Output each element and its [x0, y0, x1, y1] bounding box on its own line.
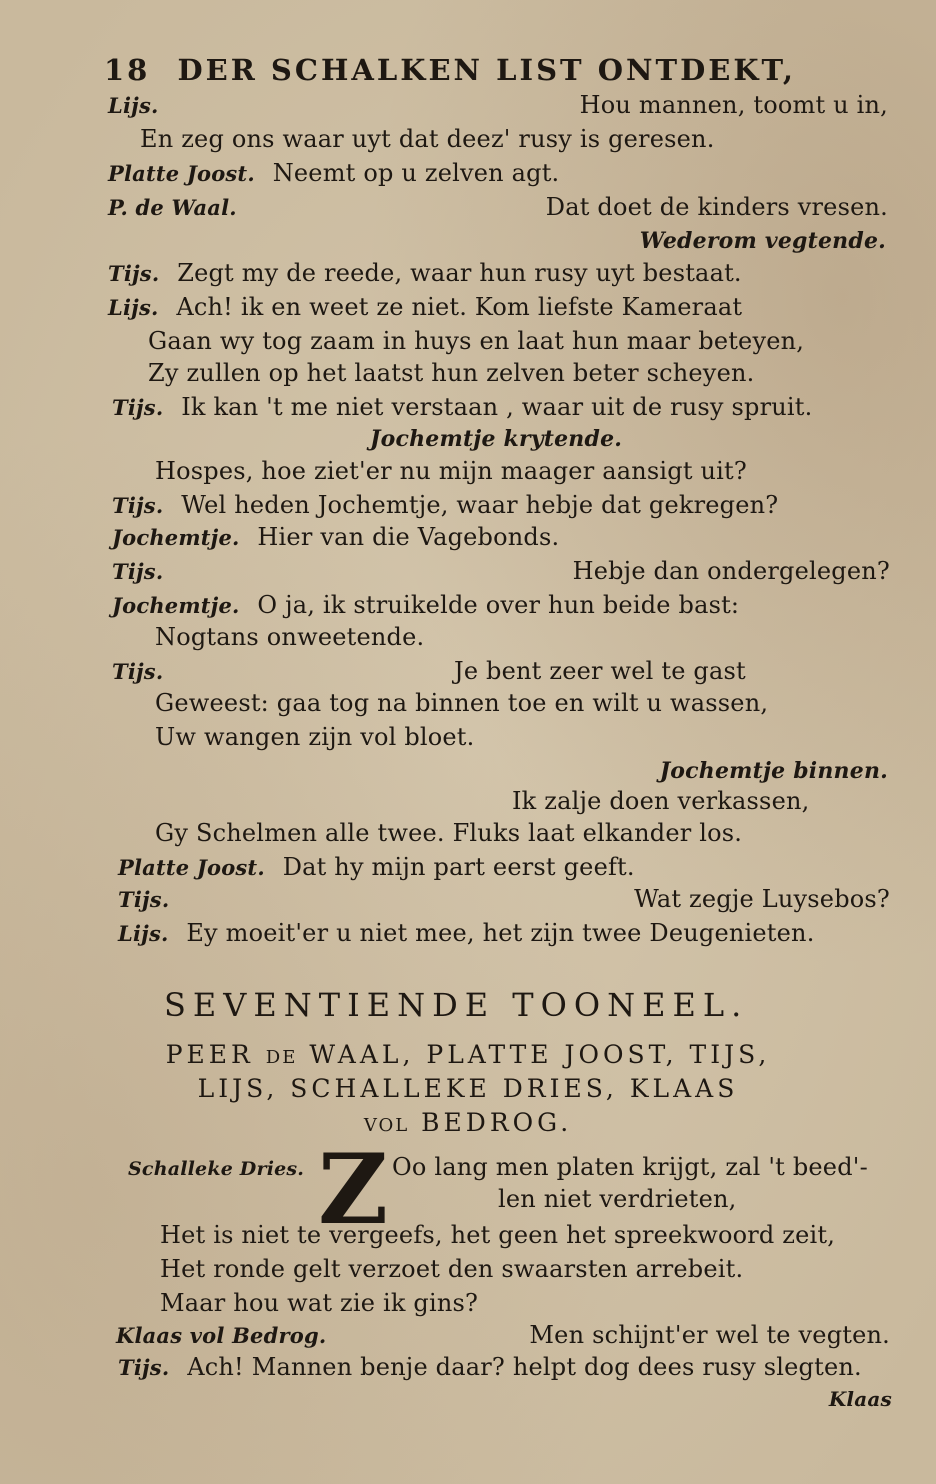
dialogue-line: len niet verdrieten, [498, 1185, 737, 1213]
scene-title: SEVENTIENDE TOONEEL. [164, 986, 749, 1024]
cast-particle: DE [265, 1047, 298, 1068]
dialogue-line [155, 688, 768, 718]
dialogue-line [108, 90, 888, 121]
speaker-name: Tijs. [118, 887, 170, 912]
verse-text: Gaan wy tog zaam in huys en laat hun maar beteyen, [148, 327, 805, 355]
dialogue-line [118, 1352, 862, 1383]
verse-text: Hou mannen, toomt u in, [579, 91, 888, 119]
dialogue-line: Oo lang men platen krijgt, zal 't beed'- [392, 1153, 868, 1181]
dialogue-line [108, 258, 742, 289]
page-number: 18 [104, 53, 151, 87]
dialogue-line [108, 292, 742, 323]
speaker-name: Klaas vol Bedrog. [116, 1323, 327, 1348]
verse-text: Wel heden Jochemtje, waar hebje dat gekregen? [181, 491, 779, 519]
verse-text: Zegt my de reede, waar hun rusy uyt bestaat. [177, 259, 742, 287]
dialogue-line [112, 392, 812, 423]
dialogue-line [155, 456, 747, 486]
dialogue-line [155, 622, 424, 652]
verse-text: Wat zegje Luysebos? [634, 885, 890, 913]
speaker-name: Tijs. [112, 493, 164, 518]
drop-cap: Z [318, 1133, 389, 1246]
verse-text: Ach! Mannen benje daar? helpt dog dees rusy slegten. [187, 1353, 862, 1381]
verse-text: En zeg ons waar uyt dat deez' rusy is geresen. [140, 125, 715, 153]
dialogue-line [155, 818, 742, 848]
dialogue-line [112, 522, 559, 553]
cast-list-line: LIJS, SCHALLEKE DRIES, KLAAS [197, 1074, 739, 1103]
dialogue-line [160, 1254, 743, 1284]
speaker-name: Schalleke Dries. [128, 1158, 305, 1180]
speaker-name: Tijs. [112, 395, 164, 420]
stage-direction: Jochemtje binnen. [659, 758, 888, 784]
speaker-name: Lijs. [108, 295, 159, 320]
dialogue-line [112, 656, 746, 687]
verse-text: Ach! ik en weet ze niet. Kom liefste Kameraat [176, 293, 743, 321]
verse-text: Maar hou wat zie ik gins? [160, 1289, 479, 1317]
dialogue-line [108, 192, 888, 223]
dialogue-line [108, 158, 559, 189]
verse-text: Ey moeit'er u niet mee, het zijn twee Deugenieten. [186, 919, 815, 947]
dialogue-line [140, 124, 715, 154]
dialogue-line [512, 786, 809, 816]
dialogue-line [160, 1220, 835, 1250]
verse-text: Hebje dan ondergelegen? [572, 557, 890, 585]
verse-text: Zy zullen op het laatst hun zelven beter scheyen. [148, 359, 755, 387]
verse-text: Dat hy mijn part eerst geeft. [282, 853, 635, 881]
verse-text: Ik zalje doen verkassen, [512, 787, 810, 815]
speaker-name: P. de Waal. [108, 195, 237, 220]
cast-name: PEER [165, 1040, 254, 1069]
cast-list-line [0, 1108, 936, 1141]
verse-text: Ik kan 't me niet verstaan , waar uit de rusy spruit. [181, 393, 813, 421]
speaker-name-line [128, 1152, 314, 1184]
speaker-name: Platte Joost. [118, 855, 265, 880]
speaker-name: Tijs. [108, 261, 160, 286]
verse-text: O ja, ik struikelde over hun beide bast: [257, 591, 740, 619]
speaker-name: Tijs. [118, 1355, 170, 1380]
speaker-name: Tijs. [112, 659, 164, 684]
verse-text: Hier van die Vagebonds. [257, 523, 560, 551]
dialogue-line [118, 918, 815, 949]
cast-names: WAAL, PLATTE JOOST, TIJS, [309, 1040, 771, 1069]
stage-direction: Wederom vegtende. [639, 228, 886, 254]
running-head [104, 55, 796, 85]
verse-text: Nogtans onweetende. [155, 623, 425, 651]
speaker-name: Platte Joost. [108, 161, 255, 186]
speaker-name: Lijs. [118, 921, 169, 946]
speaker-name: Jochemtje. [112, 525, 240, 550]
verse-text: Men schijnt'er wel te vegten. [529, 1321, 890, 1349]
verse-text: Neemt op u zelven agt. [272, 159, 560, 187]
dialogue-line [118, 884, 890, 915]
dialogue-line [118, 852, 635, 883]
dialogue-line [160, 1288, 478, 1318]
speaker-name: Lijs. [108, 93, 159, 118]
dialogue-line [148, 326, 804, 356]
verse-text: Gy Schelmen alle twee. Fluks laat elkander los. [155, 819, 743, 847]
verse-text: Uw wangen zijn vol bloet. [155, 723, 475, 751]
dialogue-line [112, 556, 890, 587]
speaker-name: Jochemtje. [112, 593, 240, 618]
running-title: DER SCHALKEN LIST ONTDEKT, [177, 53, 797, 87]
speaker-name: Tijs. [112, 559, 164, 584]
stage-direction: Jochemtje krytende. [370, 426, 623, 452]
dialogue-line [155, 722, 474, 752]
cast-list-line [0, 1040, 936, 1073]
dialogue-line [148, 358, 754, 388]
dialogue-line [112, 490, 778, 521]
verse-text: Hospes, hoe ziet'er nu mijn maager aansigt uit? [155, 457, 747, 485]
verse-text: Het is niet te vergeefs, het geen het spreekwoord zeit, [160, 1221, 836, 1249]
dialogue-line [116, 1320, 890, 1351]
cast-particle: VOL [363, 1115, 410, 1136]
cast-name: BEDROG. [421, 1108, 573, 1137]
verse-text: Het ronde gelt verzoet den swaarsten arrebeit. [160, 1255, 744, 1283]
verse-text: Geweest: gaa tog na binnen toe en wilt u wassen, [155, 689, 769, 717]
dialogue-line [112, 590, 739, 621]
verse-text: Dat doet de kinders vresen. [545, 193, 888, 221]
catchword: Klaas [828, 1387, 892, 1411]
verse-text: Je bent zeer wel te gast [454, 657, 746, 685]
